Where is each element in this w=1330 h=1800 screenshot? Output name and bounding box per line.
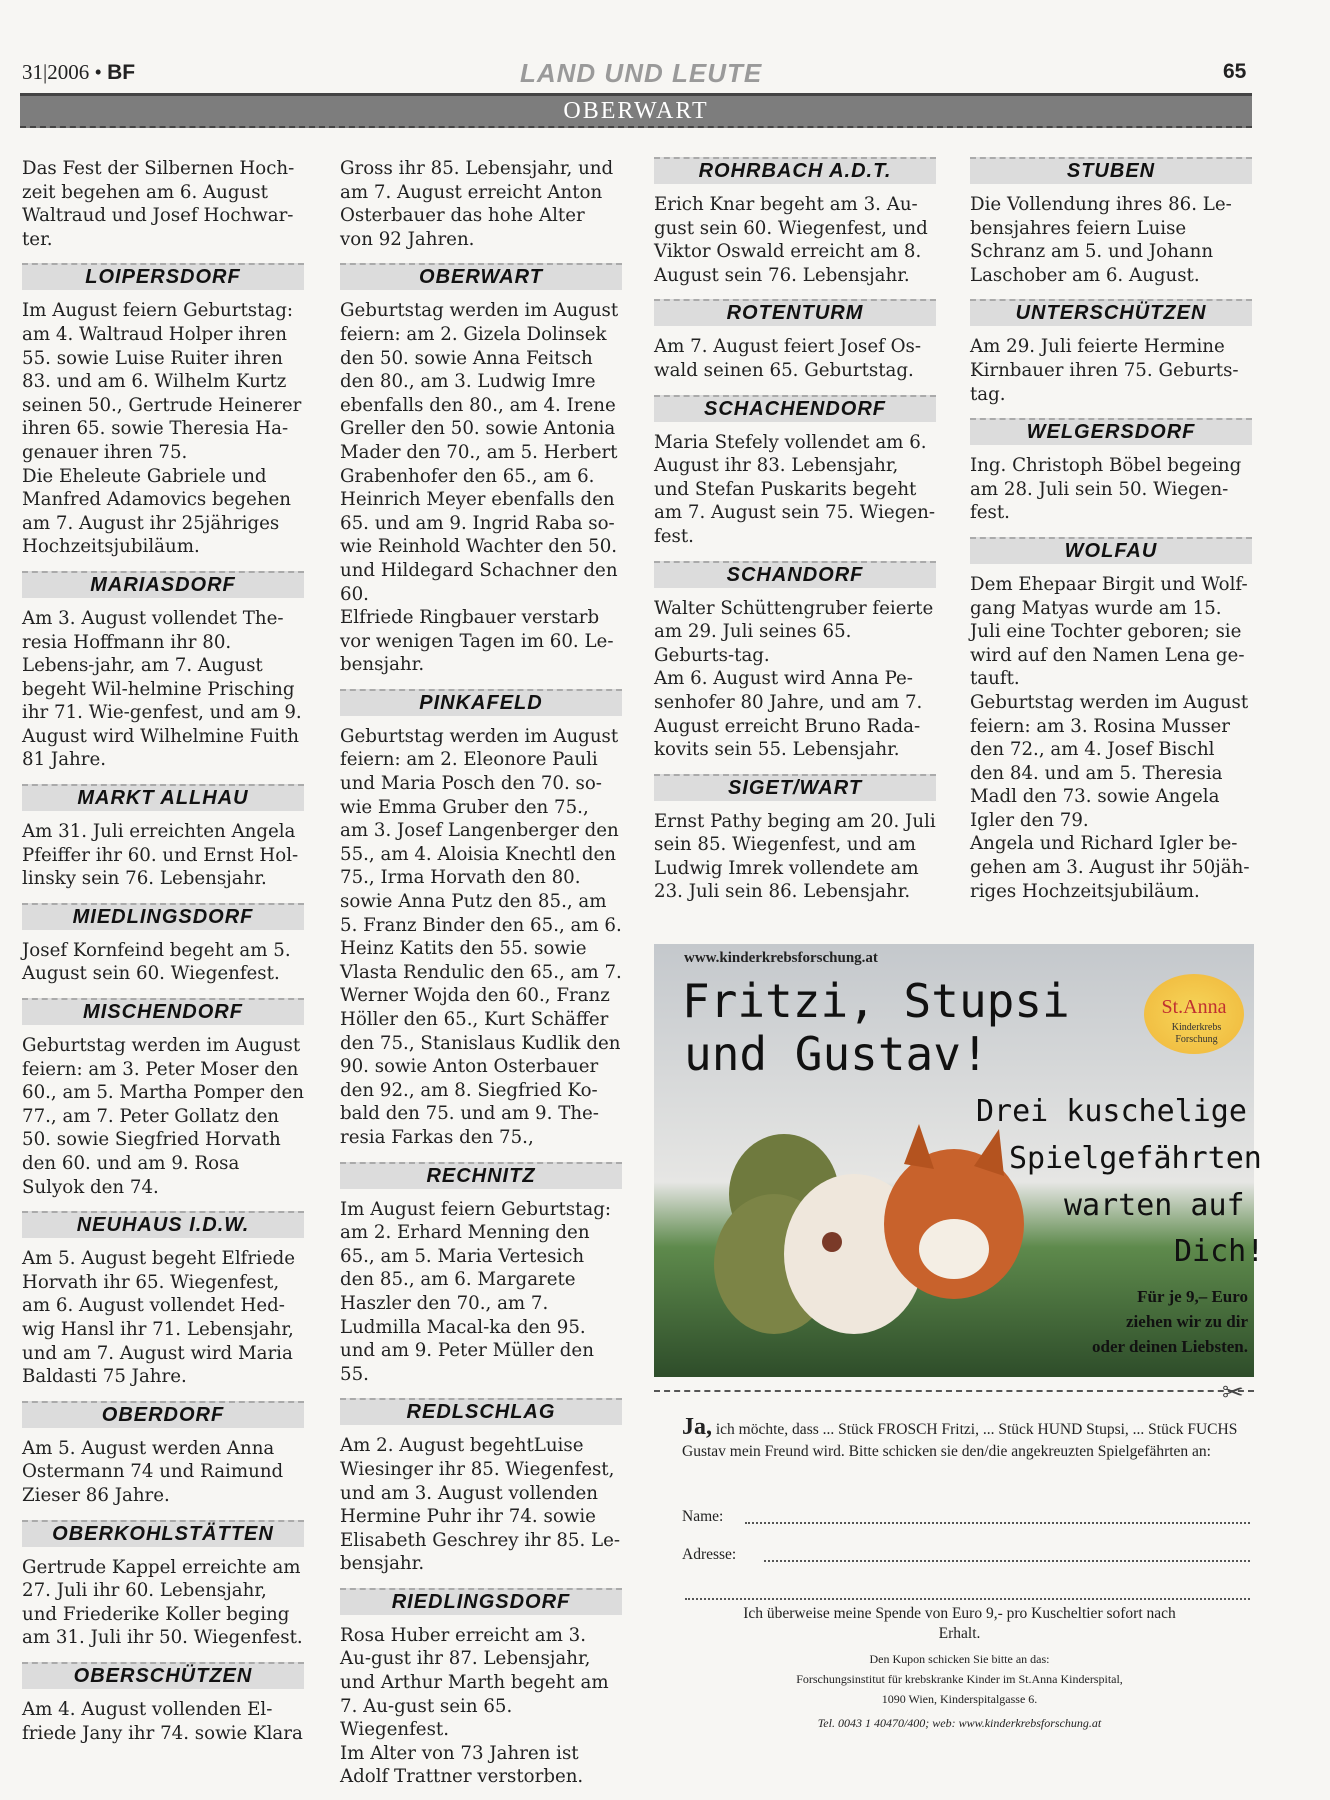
- section-heading: RIEDLINGSDORF: [340, 1588, 622, 1615]
- coupon-postal-address: 1090 Wien, Kinderspitalgasse 6.: [881, 1692, 1038, 1706]
- section-heading: UNTERSCHÜTZEN: [970, 299, 1252, 326]
- section-heading: MIEDLINGSDORF: [22, 903, 304, 930]
- page-number: 65: [1223, 60, 1247, 83]
- ad-url: www.kinderkrebsforschung.at: [684, 950, 878, 966]
- region-title: OBERWART: [563, 98, 709, 124]
- section-heading: PINKAFELD: [340, 689, 622, 716]
- logo-name: St.Anna: [1161, 996, 1227, 1018]
- article-paragraph: Am 31. Juli erreichten Angela Pfeiffer ihr 60. und Ernst Hol-linsky sein 76. Lebensjahr.: [22, 821, 299, 890]
- article-paragraph: Am 6. August wird Anna Pe-senhofer 80 Jahre, und am 7. August erreicht Bruno Rada-kovits sein 55. Lebensjahr.: [654, 668, 923, 761]
- article-paragraph: Angela und Richard Igler be-gehen am 3. August ihr 50jäh-riges Hochzeitsjubiläum.: [970, 833, 1250, 902]
- section-heading: RECHNITZ: [340, 1162, 622, 1189]
- article-paragraph: Rosa Huber erreicht am 3. Au-gust ihr 87. Lebensjahr, und Arthur Marth begeht am 7. Au-gust sein 65. Wiegenfest.: [340, 1624, 609, 1741]
- article-paragraph: Gross ihr 85. Lebensjahr, und am 7. August erreicht Anton Osterbauer das hohe Alter von 92 Jahren.: [340, 158, 614, 250]
- article-paragraph: Am 3. August vollendet The-resia Hoffmann ihr 80. Lebens-jahr, am 7. August begeht Wil-helmine Prisching ihr 71. Wie-genfest, und am 9. August wird Wilhelmine Fuith 81 Jahre.: [22, 607, 302, 771]
- article-paragraph: Im August feiern Geburtstag: am 2. Erhard Menning den 65., am 5. Maria Vertesich den 85., am 6. Margarete Haszler den 70., am 7. Ludmilla Macal-ka den 95. und am 9. Peter Müller den 55.: [340, 1198, 612, 1385]
- ad-claim-line-2: Spielgefährten: [1009, 1141, 1262, 1176]
- article-paragraph: Geburtstag werden im August feiern: am 2. Eleonore Pauli und Maria Posch den 70. so-wie Emma Gruber den 75., am 3. Josef Langenberger den 55., am 4. Aloisia Knechtl den 75., Irma Horvath den 80. sowie Anna Putz den 85., am 5. Franz Binder den 65., am 6. Heinz Katits den 55. sowie Vlasta Rendulic den 65., am 7. Werner Wojda den 60., Franz Höller den 65., Kurt Schäffer den 75., Stanislaus Kudlik den 90. sowie Anton Osterbauer den 92., am 8. Siegfried Ko-bald den 75. und am 9. The-resia Farkas den 75.,: [340, 725, 622, 1148]
- scissors-icon: ✂: [1222, 1378, 1244, 1408]
- article-paragraph: Am 2. August begehtLuise Wiesinger ihr 85. Wiegenfest, und am 3. August vollenden Hermine Puhr ihr 74. sowie Elisabeth Geschrey ihr 85. Le-bensjahr.: [340, 1435, 621, 1575]
- article-paragraph: Die Eheleute Gabriele und Manfred Adamovics begehen am 7. August ihr 25jähriges Hochzeitsjubiläum.: [22, 465, 292, 558]
- article-paragraph: Am 5. August begeht Elfriede Horvath ihr 65. Wiegenfest, am 6. August vollendet Hed-wig Hansl ihr 71. Lebensjahr, und am 7. August wird Maria Baldasti 75 Jahre.: [22, 1248, 296, 1388]
- section-heading: MISCHENDORF: [22, 998, 304, 1025]
- text-column-3: [654, 145, 936, 904]
- section-heading: OBERKOHLSTÄTTEN: [22, 1520, 304, 1547]
- fox-muzzle: [919, 1219, 989, 1279]
- coupon-contact: Tel. 0043 1 40470/400; web: www.kinderkrebsforschung.at: [817, 1716, 1102, 1730]
- section-heading: ROTENTURM: [654, 299, 936, 326]
- ad-claim-line-3: warten auf: [1064, 1188, 1245, 1223]
- brand: BF: [107, 61, 136, 84]
- section-heading: LOIPERSDORF: [22, 263, 304, 290]
- ad-offer-line-1: Für je 9,– Euro: [1137, 1287, 1248, 1306]
- article-paragraph: Maria Stefely vollendet am 6. August ihr 83. Lebensjahr, und Stefan Puskarits begeht am 7. August sein 75. Wiegen-fest.: [654, 431, 935, 547]
- dog-nose: [822, 1232, 842, 1252]
- section-heading: MARKT ALLHAU: [22, 784, 304, 811]
- section-heading: WELGERSDORF: [970, 418, 1252, 445]
- article-paragraph: Die Vollendung ihres 86. Le-bensjahres feiern Luise Schranz am 5. und Johann Laschober am 6. August.: [970, 194, 1232, 286]
- ad-title-line-2: und Gustav!: [684, 1027, 989, 1081]
- coupon-ja: Ja,: [682, 1414, 712, 1440]
- fox-ear-left: [904, 1124, 934, 1169]
- coupon-institute: Forschungsinstitut für krebskranke Kinder im St.Anna Kinderspital,: [796, 1672, 1123, 1686]
- name-field[interactable]: [745, 1522, 1250, 1524]
- article-paragraph: Am 4. August vollenden El-friede Jany ihr 74. sowie Klara: [22, 1698, 303, 1744]
- section-heading: OBERSCHÜTZEN: [22, 1662, 304, 1689]
- article-paragraph: Das Fest der Silbernen Hoch-zeit begehen am 6. August Waltraud und Josef Hochwar-ter.: [22, 158, 295, 250]
- article-paragraph: Im August feiern Geburtstag: am 4. Waltraud Holper ihren 55. sowie Luise Ruiter ihren 83. und am 6. Wilhelm Kurtz seinen 50., Gertrude Heinerer ihren 65. sowie Theresia Ha-genauer ihren 75.: [22, 300, 302, 463]
- charity-advertisement: [654, 944, 1265, 1377]
- region-band: [20, 93, 1252, 128]
- article-paragraph: Ing. Christoph Böbel begeing am 28. Juli sein 50. Wiegen-fest.: [970, 455, 1242, 524]
- address-field-line-2[interactable]: [685, 1598, 1250, 1600]
- ad-offer-line-3: oder deinen Liebsten.: [1091, 1337, 1248, 1356]
- section-heading: ROHRBACH A.D.T.: [654, 157, 936, 184]
- text-column-2: [340, 157, 622, 1789]
- article-paragraph: Geburtstag werden im August feiern: am 3. Peter Moser den 60., am 5. Martha Pomper den 77., am 7. Peter Gollatz den 50. sowie Siegfried Horvath den 60. und am 9. Rosa Sulyok den 74.: [22, 1035, 304, 1198]
- article-paragraph: Geburtstag werden im August feiern: am 3. Rosina Musser den 72., am 4. Josef Bischl den 84. und am 5. Theresia Madl den 73. sowie Angela Igler den 79.: [970, 691, 1249, 831]
- coupon-address-label: Adresse:: [682, 1546, 737, 1563]
- coupon-transfer-note: Ich überweise meine Spende von Euro 9,- pro Kuscheltier sofort nach Erhalt.: [743, 1605, 1176, 1642]
- section-heading: NEUHAUS I.D.W.: [22, 1211, 304, 1238]
- article-paragraph: Elfriede Ringbauer verstarb vor wenigen Tagen im 60. Le-bensjahr.: [340, 607, 614, 676]
- article-paragraph: Am 7. August feiert Josef Os-wald seinen 65. Geburtstag.: [654, 336, 922, 381]
- article-paragraph: Gertrude Kappel erreichte am 27. Juli ihr 60. Lebensjahr, und Friederike Koller beging am 31. Juli ihr 50. Wiegenfest.: [22, 1556, 303, 1649]
- section-heading: MARIASDORF: [22, 571, 304, 598]
- section-heading: SCHACHENDORF: [654, 395, 936, 422]
- issue-date: 31|2006 • BF: [22, 60, 136, 84]
- article-paragraph: Walter Schüttengruber feierte am 29. Juli seines 65. Geburts-tag.: [654, 597, 934, 666]
- section-heading: SIGET/WART: [654, 774, 936, 801]
- section-heading: STUBEN: [970, 157, 1252, 184]
- article-paragraph: Dem Ehepaar Birgit und Wolf-gang Matyas wurde am 15. Juli eine Tochter geboren; sie wird auf den Namen Lena ge-tauft.: [970, 573, 1248, 690]
- coupon-name-label: Name:: [682, 1508, 724, 1525]
- section-heading: REDLSCHLAG: [340, 1398, 622, 1425]
- coupon-send-to: Den Kupon schicken Sie bitte an das:: [869, 1652, 1050, 1666]
- plush-toys-image: [714, 1104, 1024, 1354]
- ad-claim-line-4: Dich!: [1174, 1234, 1265, 1269]
- section-heading: SCHANDORF: [654, 561, 936, 588]
- ad-claim-line-1: Drei kuschelige: [976, 1094, 1247, 1129]
- article-paragraph: Am 5. August werden Anna Ostermann 74 und Raimund Zieser 86 Jahre.: [22, 1437, 284, 1506]
- coupon-body: ich möchte, dass ... Stück FROSCH Fritzi, ... Stück HUND Stupsi, ... Stück FUCHS Gustav mein Freund wird. Bitte schicken sie den/die angekreuzten Spielgefährten an:: [682, 1421, 1238, 1460]
- ad-offer-line-2: ziehen wir zu dir: [1126, 1312, 1248, 1331]
- section-title: LAND UND LEUTE: [520, 58, 763, 88]
- text-column-1: [22, 157, 304, 1745]
- coupon-text: [682, 1416, 1252, 1463]
- ad-title-line-1: Fritzi, Stupsi: [682, 974, 1070, 1028]
- article-paragraph: Im Alter von 73 Jahren ist Adolf Trattner verstorben.: [340, 1742, 584, 1788]
- article-paragraph: Geburtstag werden im August feiern: am 2. Gizela Dolinsek den 50. sowie Anna Feitsch den 80., am 3. Ludwig Imre ebenfalls den 80., am 4. Irene Greller den 50. sowie Antonia Mader den 70., am 5. Herbert Grabenhofer den 65., am 6. Heinrich Meyer ebenfalls den 65. und am 9. Ingrid Raba so-wie Reinhold Wachter den 50. und Hildegard Schachner den 60.: [340, 300, 619, 605]
- section-heading: OBERWART: [340, 263, 622, 290]
- article-paragraph: Ernst Pathy beging am 20. Juli sein 85. Wiegenfest, und am Ludwig Imrek vollendete am 23. Juli sein 86. Lebensjahr.: [654, 810, 936, 903]
- section-heading: OBERDORF: [22, 1401, 304, 1428]
- article-paragraph: Josef Kornfeind begeht am 5. August sein 60. Wiegenfest.: [22, 939, 291, 985]
- article-paragraph: Erich Knar begeht am 3. Au-gust sein 60. Wiegenfest, und Viktor Oswald erreicht am 8. August sein 76. Lebensjahr.: [654, 194, 928, 286]
- coupon-cut-line: [654, 1390, 1254, 1392]
- logo-subtitle: Kinderkrebs Forschung: [1171, 1022, 1222, 1045]
- text-column-4: [970, 145, 1252, 903]
- address-field[interactable]: [764, 1560, 1250, 1562]
- section-heading: WOLFAU: [970, 537, 1252, 564]
- article-paragraph: Am 29. Juli feierte Hermine Kirnbauer ihren 75. Geburts-tag.: [970, 336, 1239, 405]
